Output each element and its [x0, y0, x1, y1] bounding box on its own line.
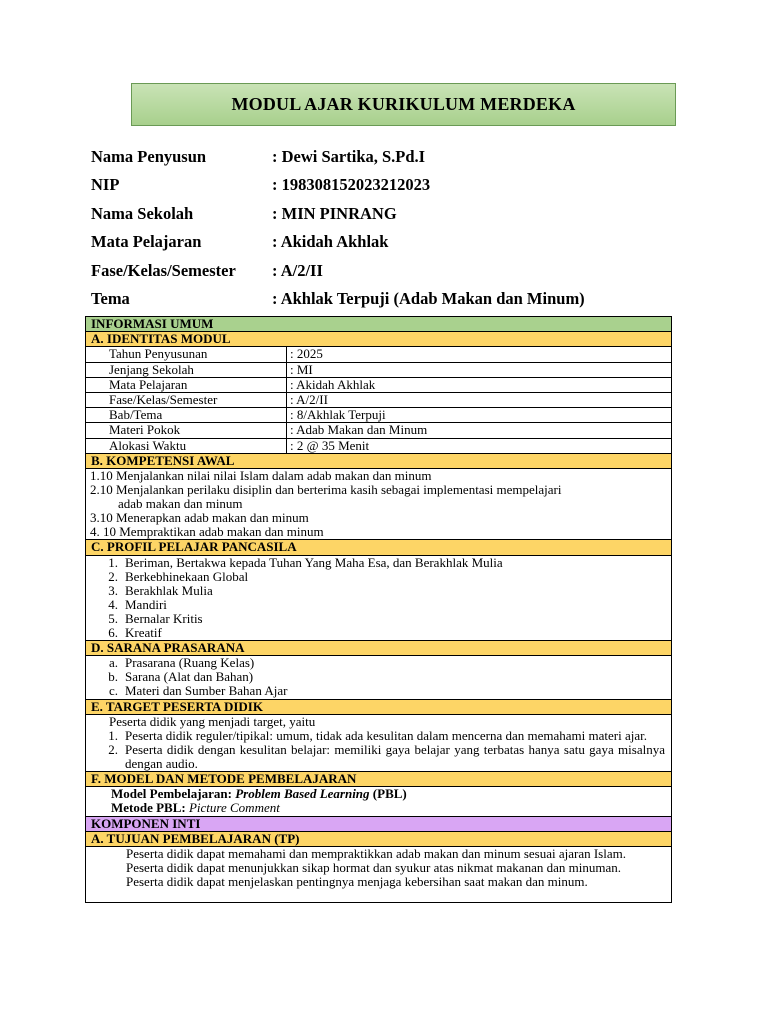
list-item: 1. Peserta didik reguler/tipikal: umum, tidak ada kesulitan dalam mencerna dan memahami materi ajar.: [108, 727, 647, 743]
list-item: c. Materi dan Sumber Bahan Ajar: [108, 683, 288, 699]
list-item: Peserta didik dapat menjelaskan pentingnya menjaga kebersihan saat makan dan minum.: [126, 874, 588, 890]
tujuan-list: [86, 847, 671, 902]
identity-row: Nama Penyusun : Dewi Sartika, S.Pd.I: [91, 147, 426, 166]
list-item: Peserta didik dapat memahami dan mempraktikkan adab makan dan minum sesuai ajaran Islam.: [126, 845, 626, 861]
list-item: 2. Berkebhinekaan Global: [108, 568, 249, 584]
list-item: 1.10 Menjalankan nilai nilai Islam dalam adab makan dan minum: [90, 467, 432, 483]
section-profil-pancasila: C. PROFIL PELAJAR PANCASILA: [86, 540, 671, 555]
list-item: 3.10 Menerapkan adab makan dan minum: [90, 510, 309, 526]
target-intro: Peserta didik yang menjadi target, yaitu: [109, 713, 316, 729]
section-target-peserta: E. TARGET PESERTA DIDIK: [86, 700, 671, 715]
table-row: Tahun Penyusunan : 2025: [86, 347, 671, 362]
section-identitas-modul: A. IDENTITAS MODUL: [86, 332, 671, 347]
section-kompetensi-awal: B. KOMPETENSI AWAL: [86, 454, 671, 469]
list-item: 3. Berakhlak Mulia: [108, 582, 213, 598]
list-item: 4. Mandiri: [108, 596, 167, 612]
section-komponen-inti: KOMPONEN INTI: [86, 817, 671, 832]
table-row: Bab/Tema : 8/Akhlak Terpuji: [86, 408, 671, 423]
section-model-metode: F. MODEL DAN METODE PEMBELAJARAN: [86, 772, 671, 787]
identity-row: Nama Sekolah : MIN PINRANG: [91, 203, 397, 223]
list-item: 1. Beriman, Bertakwa kepada Tuhan Yang Maha Esa, dan Berakhlak Mulia: [108, 554, 503, 570]
list-item: b. Sarana (Alat dan Bahan): [108, 669, 254, 685]
list-item: 4. 10 Mempraktikan adab makan dan minum: [90, 524, 324, 540]
section-tujuan-pembelajaran: A. TUJUAN PEMBELAJARAN (TP): [86, 832, 671, 847]
list-item: a. Prasarana (Ruang Kelas): [108, 655, 255, 671]
list-item: 5. Bernalar Kritis: [108, 610, 203, 626]
list-item: Peserta didik dapat menunjukkan sikap hormat dan syukur atas nikmat makanan dan minuman.: [126, 859, 621, 875]
model-line: Model Pembelajaran: Problem Based Learning (PBL): [111, 786, 407, 802]
identity-row: NIP : 198308152023212023: [91, 175, 431, 195]
document-title-box: [131, 83, 676, 126]
sarana-list: [86, 656, 671, 699]
list-item: 2. Peserta didik dengan kesulitan belajar: memiliki gaya belajar yang terbatas hanya satu gaya misalnya dengan audio.: [108, 741, 665, 772]
module-table: [85, 316, 672, 903]
list-item: 2.10 Menjalankan perilaku disiplin dan berterima kasih sebagai implementasi mempelajari: [90, 481, 562, 497]
identity-row: Fase/Kelas/Semester : A/2/II: [91, 260, 323, 280]
table-row: Materi Pokok : Adab Makan dan Minum: [86, 423, 671, 438]
table-row: Fase/Kelas/Semester : A/2/II: [86, 393, 671, 408]
profil-list: [86, 556, 671, 642]
kompetensi-list: [86, 469, 671, 540]
author-identity: [91, 145, 711, 315]
document-title: MODUL AJAR KURIKULUM MERDEKA: [231, 94, 576, 114]
table-row: Jenjang Sekolah : MI: [86, 363, 671, 378]
section-sarana-prasarana: D. SARANA PRASARANA: [86, 641, 671, 656]
list-item-continued: adab makan dan minum: [118, 496, 243, 512]
section-informasi-umum: INFORMASI UMUM: [86, 317, 671, 332]
table-row: Mata Pelajaran : Akidah Akhlak: [86, 378, 671, 393]
metode-line: Metode PBL: Picture Comment: [111, 800, 280, 816]
table-row: Alokasi Waktu : 2 @ 35 Menit: [86, 439, 671, 454]
target-list: [86, 715, 671, 772]
list-item: 6. Kreatif: [108, 625, 162, 640]
model-metode-block: [86, 787, 671, 816]
identity-row: Mata Pelajaran : Akidah Akhlak: [91, 232, 389, 252]
identity-row: Tema : Akhlak Terpuji (Adab Makan dan Minum): [91, 288, 585, 308]
